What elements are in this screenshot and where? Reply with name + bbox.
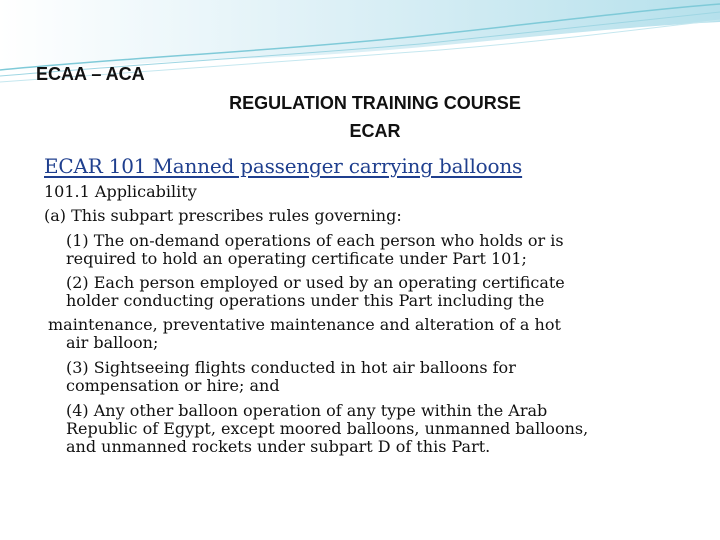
course-code: ECAR [349, 121, 401, 141]
item-3-line-1: (3) Sightseeing flights conducted in hot air balloons for [66, 358, 516, 377]
subsection-title: 101.1 Applicability [44, 182, 197, 201]
item-1-line-2: required to hold an operating certificate under Part 101; [66, 249, 527, 268]
course-title: REGULATION TRAINING COURSE [229, 93, 521, 113]
item-4-line-3: and unmanned rockets under subpart D of this Part. [66, 437, 491, 456]
item-2-line-4: air balloon; [66, 333, 159, 352]
item-1-line-1: (1) The on-demand operations of each person who holds or is [66, 231, 564, 250]
item-3-line-2: compensation or hire; and [66, 376, 280, 395]
item-4-line-2: Republic of Egypt, except moored balloons, unmanned balloons, [66, 419, 589, 438]
paragraph-a: (a) This subpart prescribes rules governing: [44, 206, 402, 225]
section-heading: ECAR 101 Manned passenger carrying balloons [44, 154, 523, 178]
item-4-line-1: (4) Any other balloon operation of any type within the Arab [66, 401, 548, 420]
item-2-line-1: (2) Each person employed or used by an operating certificate [66, 273, 565, 292]
organization-label: ECAA – ACA [36, 64, 145, 84]
item-2-line-3: maintenance, preventative maintenance and alteration of a hot [48, 315, 561, 334]
item-2-line-2: holder conducting operations under this Part including the [66, 291, 545, 310]
